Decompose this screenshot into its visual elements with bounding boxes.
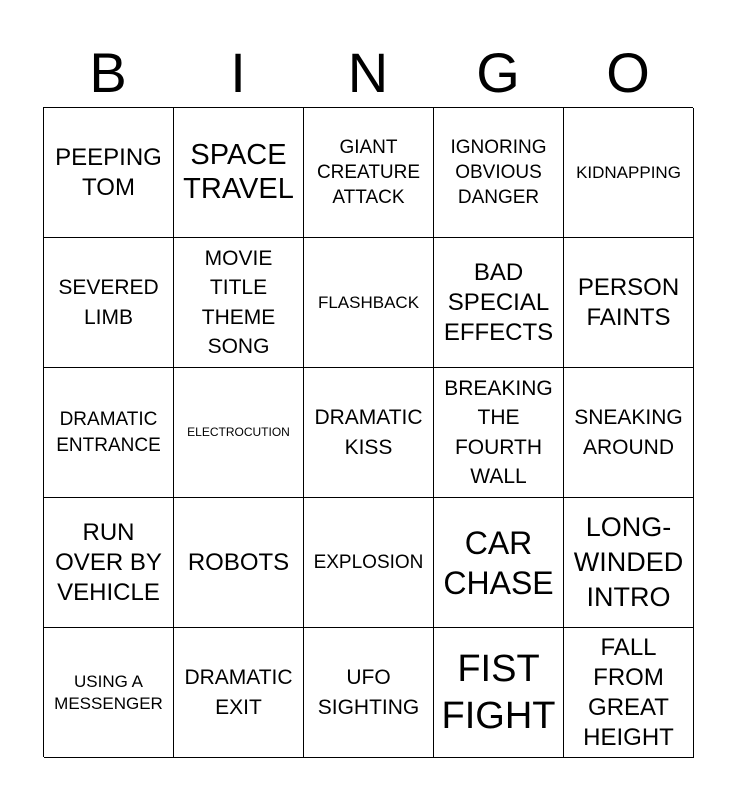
cell-label: ROBOTS bbox=[187, 548, 290, 576]
bingo-cell-r3-c3[interactable] bbox=[304, 368, 434, 498]
cell-label: FLASHBACK bbox=[317, 292, 420, 312]
bingo-cell-r5-c1[interactable] bbox=[44, 628, 174, 758]
header-letter-g: G bbox=[476, 41, 520, 104]
header-letter-i: I bbox=[230, 41, 246, 104]
bingo-board bbox=[43, 107, 693, 757]
cell-label: RUN OVER BY VEHICLE bbox=[55, 518, 162, 606]
bingo-cell-r1-c2[interactable] bbox=[174, 108, 304, 238]
header-letter-o: O bbox=[606, 41, 650, 104]
bingo-cell-r2-c1[interactable] bbox=[44, 238, 174, 368]
cell-label: LONG- WINDED INTRO bbox=[573, 511, 684, 613]
bingo-cell-r3-c1[interactable] bbox=[44, 368, 174, 498]
cell-label: PERSON FAINTS bbox=[577, 273, 680, 331]
cell-label: KIDNAPPING bbox=[576, 162, 681, 182]
bingo-cell-r2-c4[interactable] bbox=[434, 238, 564, 368]
cell-label: FIST FIGHT bbox=[441, 648, 556, 737]
bingo-cell-r4-c1[interactable] bbox=[44, 498, 174, 628]
cell-label: FALL FROM GREAT HEIGHT bbox=[583, 633, 674, 751]
bingo-cell-r4-c5[interactable] bbox=[564, 498, 694, 628]
cell-label: PEEPING TOM bbox=[55, 143, 162, 201]
cell-label: USING A MESSENGER bbox=[54, 671, 163, 713]
cell-label: ELECTROCUTION bbox=[187, 425, 290, 440]
cell-label: UFO SIGHTING bbox=[317, 666, 420, 719]
bingo-cell-r3-c5[interactable] bbox=[564, 368, 694, 498]
header-letter-n: N bbox=[347, 41, 389, 104]
cell-label: BAD SPECIAL EFFECTS bbox=[443, 258, 554, 346]
bingo-cell-r5-c5[interactable] bbox=[564, 628, 694, 758]
header-letter-b: B bbox=[89, 41, 127, 104]
bingo-cell-r1-c3[interactable] bbox=[304, 108, 434, 238]
bingo-header bbox=[43, 40, 693, 106]
cell-label: SEVERED LIMB bbox=[58, 276, 159, 329]
bingo-cell-r2-c3[interactable] bbox=[304, 238, 434, 368]
bingo-cell-r3-c4[interactable] bbox=[434, 368, 564, 498]
bingo-cell-r1-c1[interactable] bbox=[44, 108, 174, 238]
cell-label: GIANT CREATURE ATTACK bbox=[316, 136, 421, 209]
bingo-cell-r4-c4[interactable] bbox=[434, 498, 564, 628]
bingo-cell-r1-c5[interactable] bbox=[564, 108, 694, 238]
cell-label: DRAMATIC EXIT bbox=[184, 666, 293, 719]
bingo-cell-r5-c2[interactable] bbox=[174, 628, 304, 758]
bingo-cell-r5-c4[interactable] bbox=[434, 628, 564, 758]
bingo-cell-r3-c2[interactable] bbox=[174, 368, 304, 498]
cell-label: EXPLOSION bbox=[313, 551, 424, 573]
bingo-cell-r5-c3[interactable] bbox=[304, 628, 434, 758]
cell-label: CAR CHASE bbox=[443, 524, 554, 601]
bingo-cell-r2-c2[interactable] bbox=[174, 238, 304, 368]
cell-label: SNEAKING AROUND bbox=[574, 406, 683, 459]
cell-label: DRAMATIC ENTRANCE bbox=[56, 409, 161, 456]
cell-label: BREAKING THE FOURTH WALL bbox=[444, 376, 553, 488]
bingo-cell-r4-c3[interactable] bbox=[304, 498, 434, 628]
cell-label: SPACE TRAVEL bbox=[183, 139, 294, 205]
bingo-cell-r4-c2[interactable] bbox=[174, 498, 304, 628]
bingo-cell-r2-c5[interactable] bbox=[564, 238, 694, 368]
bingo-cell-r1-c4[interactable] bbox=[434, 108, 564, 238]
cell-label: DRAMATIC KISS bbox=[314, 406, 423, 459]
cell-label: IGNORING OBVIOUS DANGER bbox=[450, 136, 547, 209]
cell-label: MOVIE TITLE THEME SONG bbox=[201, 246, 276, 358]
